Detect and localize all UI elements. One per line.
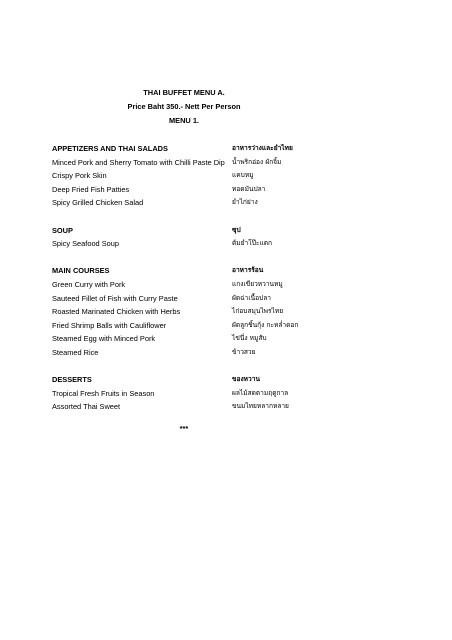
section-soup — [52, 224, 352, 251]
menu-item-th: ผัดลูกชิ้นกุ้ง กะหล่ำดอก — [232, 320, 299, 329]
menu-item-en: Spicy Seafood Soup — [52, 239, 119, 249]
menu-item-th: ไก่อบสมุนไพรไทย — [232, 307, 284, 316]
menu-item — [52, 278, 352, 292]
menu-item — [52, 156, 352, 170]
section-heading-th: ซุป — [232, 225, 241, 234]
end-marker: *** — [179, 424, 189, 433]
menu-item-en: Steamed Rice — [52, 347, 99, 357]
menu-item — [52, 305, 352, 319]
menu-item — [52, 183, 352, 197]
menu-item-th: ผลไม้สดตามฤดูกาล — [232, 388, 289, 397]
menu-item-th: ต้มยำโป๊ะแตก — [232, 239, 272, 248]
menu-item — [52, 196, 352, 210]
menu-item — [52, 237, 352, 251]
menu-item-en: Green Curry with Pork — [52, 279, 126, 289]
menu-item-en: Minced Pork and Sherry Tomato with Chilli Paste Dip — [52, 157, 225, 167]
menu-item-th: ขนมไทยหลากหลาย — [232, 402, 289, 411]
section-heading-th: อาหารร้อน — [232, 266, 264, 275]
menu-item-en: Roasted Marinated Chicken with Herbs — [52, 307, 181, 317]
menu-item-en: Assorted Thai Sweet — [52, 402, 121, 412]
menu-item-en: Fried Shrimp Balls with Cauliflower — [52, 320, 167, 330]
menu-item — [52, 332, 352, 346]
menu-item-th: ข้าวสวย — [232, 347, 256, 356]
menu-item-en: Tropical Fresh Fruits in Season — [52, 388, 155, 398]
section-heading-en: APPETIZERS AND THAI SALADS — [52, 144, 168, 153]
menu-item-en: Steamed Egg with Minced Pork — [52, 334, 156, 344]
menu-item-en: Deep Fried Fish Patties — [52, 184, 130, 194]
menu-item-th: ทอดมันปลา — [232, 184, 266, 193]
menu-number: MENU 1. — [169, 116, 199, 125]
menu-item-th: ไข่นึ่ง หมูสับ — [232, 334, 267, 343]
section-heading — [52, 373, 352, 387]
menu-item-en: Spicy Grilled Chicken Salad — [52, 198, 144, 208]
menu-item — [52, 346, 352, 360]
section-heading-th: ของหวาน — [232, 375, 260, 384]
section-main-courses — [52, 264, 352, 359]
menu-item-en: Crispy Pork Skin — [52, 171, 107, 181]
menu-item-th: แกงเขียวหวานหมู — [232, 279, 283, 288]
menu-item — [52, 387, 352, 401]
menu-item — [52, 319, 352, 333]
menu-price: Price Baht 350.- Nett Per Person — [127, 102, 241, 111]
section-heading — [52, 264, 352, 278]
section-heading — [52, 142, 352, 156]
menu-sections — [52, 142, 352, 414]
menu-item-th: แคบหมู — [232, 171, 254, 180]
menu-item-en: Sauteed Fillet of Fish with Curry Paste — [52, 293, 178, 303]
menu-item-th: น้ำพริกอ่อง ผักจิ้ม — [232, 157, 282, 166]
section-appetizers — [52, 142, 352, 210]
section-desserts — [52, 373, 352, 414]
menu-item-th: ผัดฉ่าเนื้อปลา — [232, 293, 271, 302]
menu-item — [52, 169, 352, 183]
menu-item — [52, 292, 352, 306]
section-heading-th: อาหารว่างและยำไทย — [232, 144, 293, 152]
section-heading-en: SOUP — [52, 225, 73, 235]
menu-title: THAI BUFFET MENU A. — [143, 88, 225, 97]
section-heading-en: MAIN COURSES — [52, 266, 110, 276]
menu-item-th: ยำไก่ย่าง — [232, 198, 258, 207]
section-heading — [52, 224, 352, 238]
section-heading-en: DESSERTS — [52, 375, 92, 385]
menu-item — [52, 400, 352, 414]
